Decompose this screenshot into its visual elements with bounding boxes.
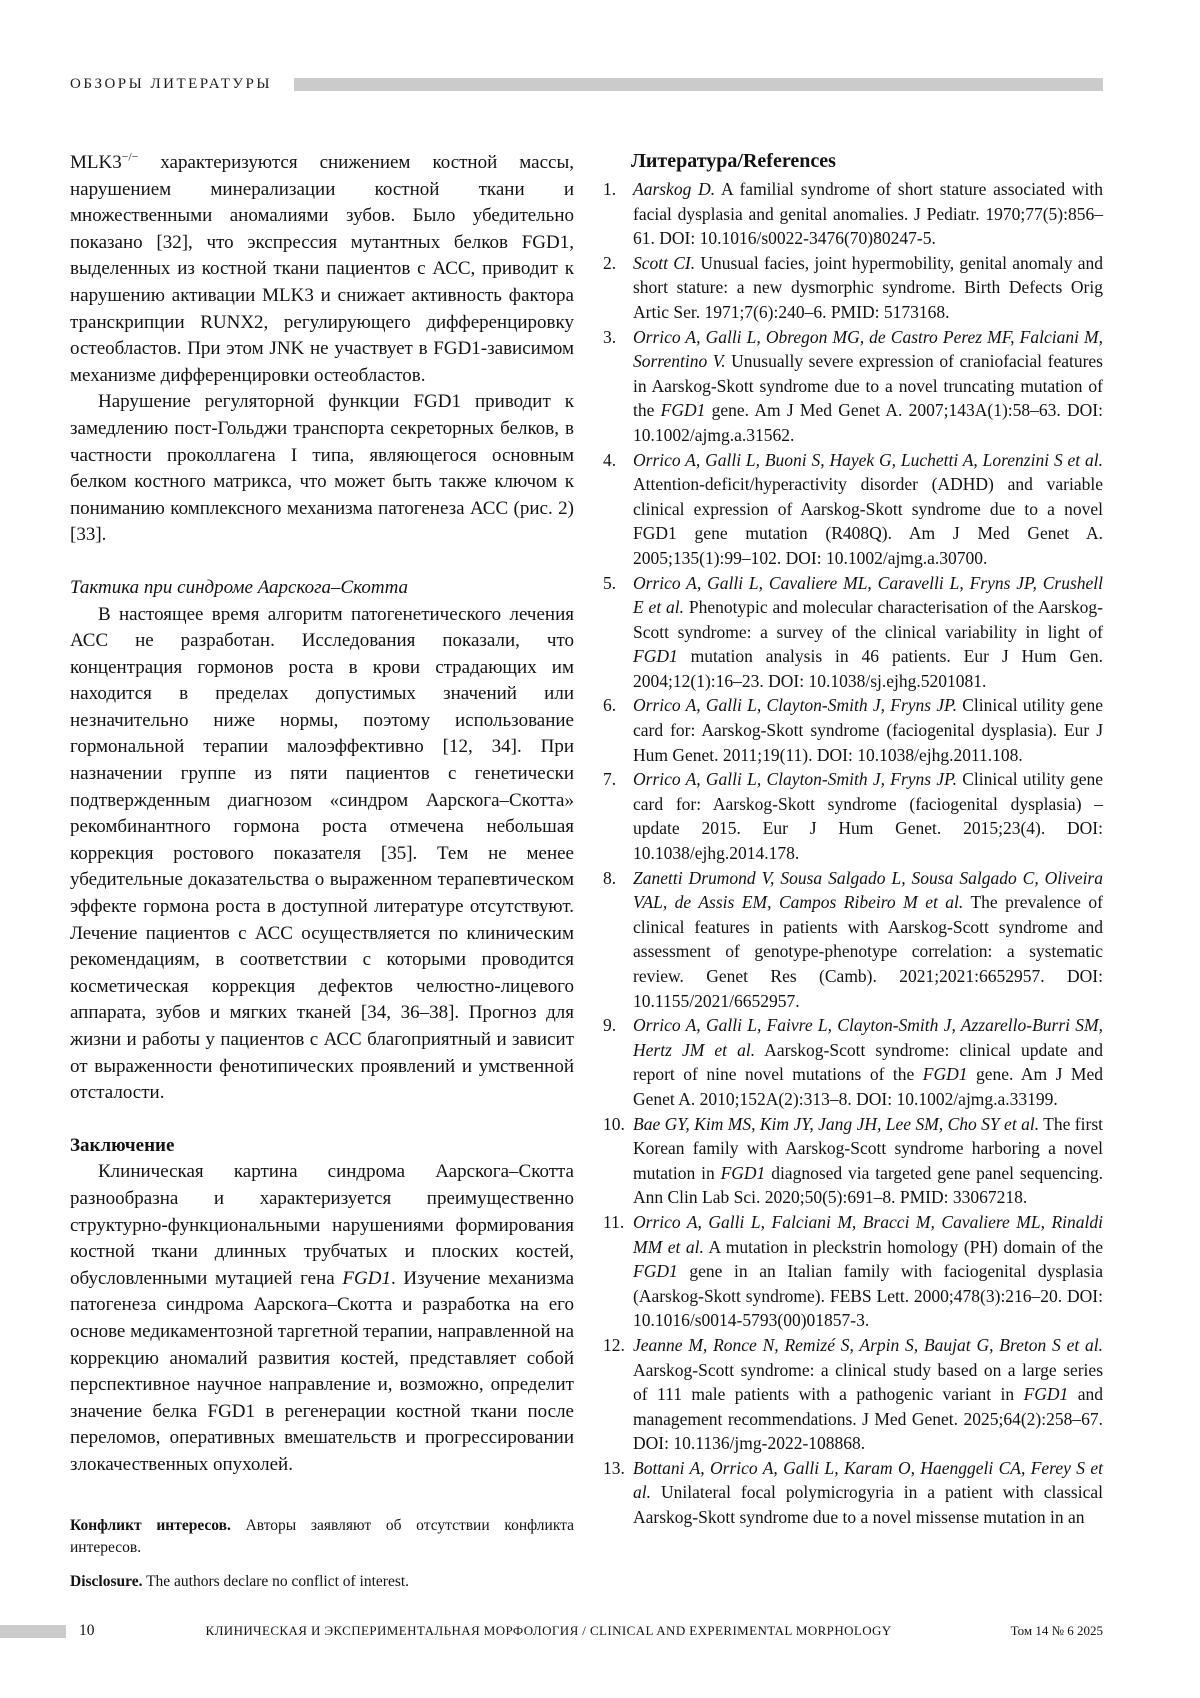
reference-text: Orrico A, Galli L, Obregon MG, de Castro Perez MF, Falciani M, Sorrentino V. Unusually severe expression of craniofacial features in Aarskog-Skott syndrome due to a novel truncating mutation of the FGD1 gene. Am J Med Genet A. 2007;143A(1):58–63. DOI: 10.1002/ajmg.a.31562. — [633, 326, 1103, 445]
reference-item — [603, 448, 1103, 571]
reference-item — [603, 177, 1103, 251]
conflict-note: Конфликт интересов. Авторы заявляют об отсутствии конфликта интересов. — [70, 1516, 574, 1556]
reference-text: Orrico A, Galli L, Falciani M, Bracci M, Cavaliere ML, Rinaldi MM et al. A mutation in pleckstrin homology (PH) domain of the FGD1 gene in an Italian family with faciogenital dysplasia (Aarskog-Skott syndrome). FEBS Lett. 2000;478(3):216–20. DOI: 10.1016/s0014-5793(00)01857-3. — [633, 1211, 1103, 1331]
running-head: ОБЗОРЫ ЛИТЕРАТУРЫ — [70, 76, 272, 92]
reference-number: 9. — [603, 1015, 617, 1036]
disclosure-note: Disclosure. The authors declare no conflict of interest. — [70, 1572, 410, 1590]
reference-number: 11. — [603, 1211, 625, 1232]
paragraph-fgd1-function: Нарушение регуляторной функции FGD1 приводит к замедлению пост-Гольджи транспорта секреторных белков, в частности проколлагена I типа, являющегося основным белком костного матрикса, что может быть также ключом к пониманию комплексного механизма патогенеза АСС (рис. 2) [33]. — [70, 391, 574, 546]
reference-text: Aarskog D. A familial syndrome of short stature associated with facial dysplasia and genital anomalies. J Pediatr. 1970;77(5):856–61. DOI: 10.1016/s0022-3476(70)80247-5. — [633, 179, 1103, 249]
reference-item — [603, 251, 1103, 325]
reference-text: Bae GY, Kim MS, Kim JY, Jang JH, Lee SM, Cho SY et al. The first Korean family with Aarskog-Scott syndrome harboring a novel mutation in FGD1 diagnosed via targeted gene panel sequencing. Ann Clin Lab Sci. 2020;50(5):691–8. PMID: 33067218. — [633, 1113, 1104, 1208]
references-heading: Литература/References — [631, 150, 836, 172]
paragraph-treatment: В настоящее время алгоритм патогенетического лечения АСС не разработан. Исследования показали, что концентрация гормонов роста в крови страдающих им находится в пределах допустимых значений или незначительно ниже нормы, поэтому использование гормональной терапии малоэффективно [12, 34]. При назначении группе из пяти пациентов с генетически подтвержденным диагнозом «синдром Аарскога–Скотта» рекомбинантного гормона роста отмечена небольшая коррекция ростового показателя [35]. Тем не менее убедительные доказательства о выраженном терапевтическом эффекте гормона роста в доступной литературе отсутствуют. Лечение пациентов с АСС осуществляется по клиническим рекомендациям, в соответствии с которыми проводится косметическая коррекция дефектов челюстно-лицевого аппарата, зубов и мягких тканей [34, 36–38]. Прогноз для жизни и работы у пациентов с АСС благоприятный и зависит от выраженности фенотипических проявлений и умственной отсталости. — [70, 603, 574, 1104]
reference-number: 2. — [603, 252, 617, 273]
continued-paragraph: MLK3−/− характеризуются снижением костной массы, нарушением минерализации костной ткани и множественными аномалиями зубов. Было убедительно показано [32], что экспрессия мутантных белков FGD1, выделенных из костной ткани пациентов с АСС, приводит к нарушению активации MLK3 и снижает активность фактора транскрипции RUNX2, регулирующего дифференцировку остеобластов. При этом JNK не участвует в FGD1-зависимом механизме дифференцировки остеобластов. — [70, 150, 574, 386]
reference-text: Zanetti Drumond V, Sousa Salgado L, Sousa Salgado C, Oliveira VAL, de Assis EM, Campos Ribeiro M et al. The prevalence of clinical features in patients with Aarskog-Scott syndrome and assessment of genotype-phenotype correlation: a systematic review. Genet Res (Camb). 2021;2021:6652957. DOI: 10.1155/2021/6652957. — [633, 867, 1103, 1011]
footer-issue-info: Том 14 № 6 2025 — [1010, 1623, 1103, 1638]
reference-text: Orrico A, Galli L, Cavaliere ML, Caravelli L, Fryns JP, Crushell E et al. Phenotypic and molecular characterisation of the Aarskog-Scott syndrome: a survey of the clinical variability in light of FGD1 mutation analysis in 46 patients. Eur J Hum Gen. 2004;12(1):16–23. DOI: 10.1038/sj.ejhg.5201081. — [633, 572, 1103, 691]
reference-number: 4. — [603, 449, 617, 470]
reference-item — [603, 325, 1103, 448]
section-heading-conclusion: Заключение — [70, 1134, 175, 1156]
reference-item — [603, 1013, 1103, 1111]
reference-text: Bottani A, Orrico A, Galli L, Karam O, Haenggeli CA, Ferey S et al. Unilateral focal polymicrogyria in a patient with classical Aarskog-Skott syndrome due to a novel missense mutation in an — [633, 1457, 1103, 1528]
reference-item — [603, 767, 1103, 865]
reference-number: 12. — [603, 1334, 625, 1355]
page-number: 10 — [79, 1622, 95, 1639]
article-body — [70, 150, 1103, 1593]
reference-text: Jeanne M, Ronce N, Remizé S, Arpin S, Baujat G, Breton S et al. Aarskog-Scott syndrome: a clinical study based on a large series of 111 male patients with a pathogenic variant in FGD1 and management recommendations. J Med Genet. 2025;64(2):258–67. DOI: 10.1136/jmg-2022-108868. — [633, 1334, 1103, 1454]
right-column — [603, 150, 1103, 1593]
subsection-heading-tactics: Тактика при синдроме Аарскога–Скотта — [70, 576, 409, 598]
page-footer — [0, 1622, 1103, 1640]
page-header — [70, 76, 1103, 93]
header-rule — [294, 78, 1103, 91]
reference-number: 10. — [603, 1113, 625, 1134]
reference-text: Orrico A, Galli L, Clayton-Smith J, Fryns JP. Clinical utility gene card for: Aarskog-Skott syndrome (faciogenital dysplasia). Eur J Hum Genet. 2011;19(11). DOI: 10.1038/ejhg.2011.108. — [633, 695, 1103, 765]
reference-item — [603, 571, 1103, 694]
reference-item — [603, 1456, 1103, 1530]
reference-item — [603, 693, 1103, 767]
reference-item — [603, 1112, 1103, 1210]
reference-text: Orrico A, Galli L, Clayton-Smith J, Fryns JP. Clinical utility gene card for: Aarskog-Skott syndrome (faciogenital dysplasia) – update 2015. Eur J Hum Genet. 2015;23(4). DOI: 10.1038/ejhg.2014.178. — [633, 769, 1103, 864]
reference-number: 6. — [603, 695, 617, 716]
reference-item — [603, 866, 1103, 1014]
reference-number: 1. — [603, 179, 617, 199]
reference-number: 8. — [603, 867, 617, 888]
references-list — [603, 177, 1103, 1530]
left-column — [70, 150, 574, 1593]
conclusion-paragraph: Клиническая картина синдрома Аарскога–Скотта разнообразна и характеризуется преимущественно структурно-функциональными нарушениями формирования костной ткани длинных трубчатых и плоских костей, обусловленными мутацией гена FGD1. Изучение механизма патогенеза синдрома Аарскога–Скотта и разработка на его основе медикаментозной таргетной терапии, направленной на коррекцию аномалий развития костей, представляет собой перспективное научное направление и, возможно, определит значение белка FGD1 в регенерации костной ткани после переломов, оперативных вмешательств и прогрессировании злокачественных опухолей. — [70, 1161, 575, 1475]
reference-item — [603, 1333, 1103, 1456]
reference-number: 7. — [603, 769, 617, 790]
footer-rule — [0, 1625, 66, 1638]
footer-journal-title: КЛИНИЧЕСКАЯ И ЭКСПЕРИМЕНТАЛЬНАЯ МОРФОЛОГИЯ / CLINICAL AND EXPERIMENTAL MORPHOLOGY — [205, 1623, 892, 1638]
reference-number: 13. — [603, 1457, 625, 1478]
reference-text: Orrico A, Galli L, Faivre L, Clayton-Smith J, Azzarello-Burri SM, Hertz JM et al. Aarskog-Scott syndrome: clinical update and report of nine novel mutations of the FGD1 gene. Am J Med Genet A. 2010;152A(2):313–8. DOI: 10.1002/ajmg.a.33199. — [633, 1015, 1103, 1109]
reference-text: Scott CI. Unusual facies, joint hypermobility, genital anomaly and short stature: a new dysmorphic syndrome. Birth Defects Orig Artic Ser. 1971;7(6):240–6. PMID: 5173168. — [633, 252, 1103, 322]
reference-item — [603, 1210, 1103, 1333]
reference-text: Orrico A, Galli L, Buoni S, Hayek G, Luchetti A, Lorenzini S et al. Attention-deficit/hyperactivity disorder (ADHD) and variable clinical expression of Aarskog-Skott syndrome due to a novel FGD1 gene mutation (R408Q). Am J Med Genet A. 2005;135(1):99–102. DOI: 10.1002/ajmg.a.30700. — [633, 449, 1103, 568]
reference-number: 5. — [603, 572, 617, 593]
reference-number: 3. — [603, 326, 617, 347]
